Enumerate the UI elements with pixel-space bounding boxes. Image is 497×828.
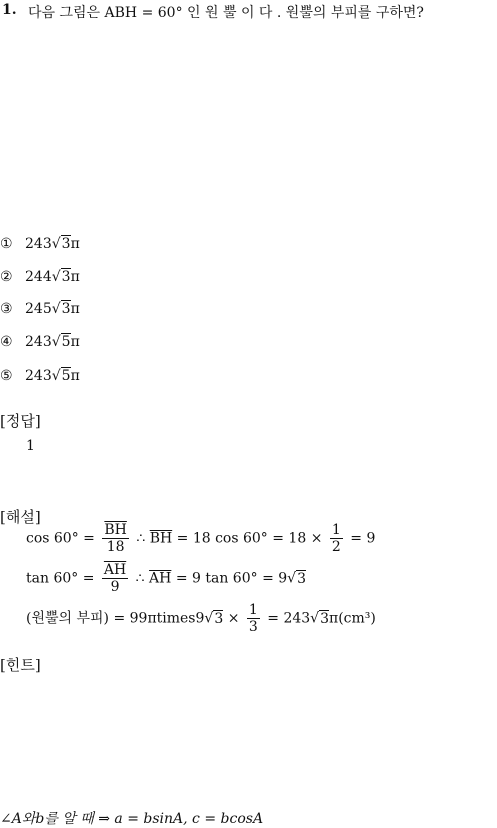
question-number: 1. — [2, 2, 17, 18]
fraction-numerator: $\overline{BH}$ — [104, 522, 127, 538]
hint-text: ∠A와b를 알 때 ⇒ a = bsinA, c = bcosA — [0, 811, 264, 827]
fraction-one-half — [330, 522, 343, 555]
line3-lhs: (원뿔의 부피) = 99πtimes9 — [26, 610, 205, 627]
line1-mid: = 18 cos 60° = 18 × — [176, 530, 323, 547]
sqrt-symbol: √ — [51, 368, 61, 384]
therefore-symbol: ∴ — [136, 530, 146, 547]
radicand: 3 — [297, 570, 307, 587]
choice-radicand: 5 — [61, 368, 71, 384]
times-symbol: × — [227, 610, 240, 627]
choice-5[interactable] — [0, 368, 80, 384]
question-text: 다음 그림은 ABH = 60° 인 원 뿔 이 다 . 원뿔의 부피를 구하면? — [28, 5, 424, 21]
choice-2[interactable] — [0, 269, 80, 285]
solution-line-3 — [26, 602, 376, 635]
choice-coef: 243 — [25, 368, 52, 384]
line3-mid: = 243 — [267, 610, 311, 627]
segment-ah: $\overline{AH}$ — [149, 570, 172, 587]
figure-area — [0, 30, 497, 230]
answer-value: 1 — [26, 438, 35, 454]
fraction-numerator: 1 — [248, 602, 258, 618]
choice-marker: ② — [0, 269, 13, 285]
line3-end: π(cm³) — [329, 610, 376, 627]
choice-marker: ③ — [0, 301, 13, 317]
choice-tail: π — [70, 368, 80, 384]
choice-coef: 245 — [25, 301, 52, 317]
choice-tail: π — [70, 236, 80, 252]
choice-marker: ⑤ — [0, 368, 13, 384]
sqrt-symbol: √ — [204, 610, 214, 627]
choice-3[interactable] — [0, 301, 80, 317]
choice-tail: π — [70, 301, 80, 317]
fraction-denominator: 18 — [106, 539, 125, 555]
choice-1[interactable] — [0, 236, 80, 252]
fraction-denominator: 2 — [331, 539, 341, 555]
fraction-ah-9 — [102, 562, 128, 595]
fraction-bh-18 — [102, 522, 129, 555]
line1-lhs: cos 60° = — [26, 530, 95, 547]
choice-radicand: 3 — [61, 269, 71, 285]
choice-radicand: 3 — [61, 301, 71, 317]
fraction-denominator: 3 — [248, 619, 258, 635]
choice-coef: 243 — [25, 236, 52, 252]
solution-label: [해설] — [0, 508, 41, 526]
solution-line-1 — [26, 522, 375, 555]
fraction-denominator: 9 — [110, 579, 120, 595]
sqrt-symbol: √ — [287, 570, 297, 587]
sqrt-symbol: √ — [51, 301, 61, 317]
line2-mid: = 9 tan 60° = 9 — [175, 570, 288, 587]
line2-lhs: tan 60° = — [26, 570, 95, 587]
therefore-symbol: ∴ — [135, 570, 145, 587]
choice-coef: 244 — [25, 269, 52, 285]
line1-end: = 9 — [350, 530, 376, 547]
radicand: 3 — [214, 610, 224, 627]
solution-line-2 — [26, 562, 306, 595]
sqrt-symbol: √ — [310, 610, 320, 627]
fraction-numerator: 1 — [331, 522, 341, 538]
choice-4[interactable] — [0, 334, 80, 350]
choice-tail: π — [70, 269, 80, 285]
choice-radicand: 3 — [61, 236, 71, 252]
sqrt-symbol: √ — [51, 236, 61, 252]
choice-marker: ④ — [0, 334, 13, 350]
sqrt-symbol: √ — [51, 269, 61, 285]
hint-label: [힌트] — [0, 656, 41, 674]
choice-coef: 243 — [25, 334, 52, 350]
answer-label: [정답] — [0, 412, 41, 430]
choice-radicand: 5 — [61, 334, 71, 350]
radicand: 3 — [320, 610, 330, 627]
sqrt-symbol: √ — [51, 334, 61, 350]
segment-bh: $\overline{BH}$ — [149, 530, 173, 547]
choice-tail: π — [70, 334, 80, 350]
choice-marker: ① — [0, 236, 13, 252]
fraction-one-third — [247, 602, 260, 635]
fraction-numerator: $\overline{AH}$ — [103, 562, 127, 578]
